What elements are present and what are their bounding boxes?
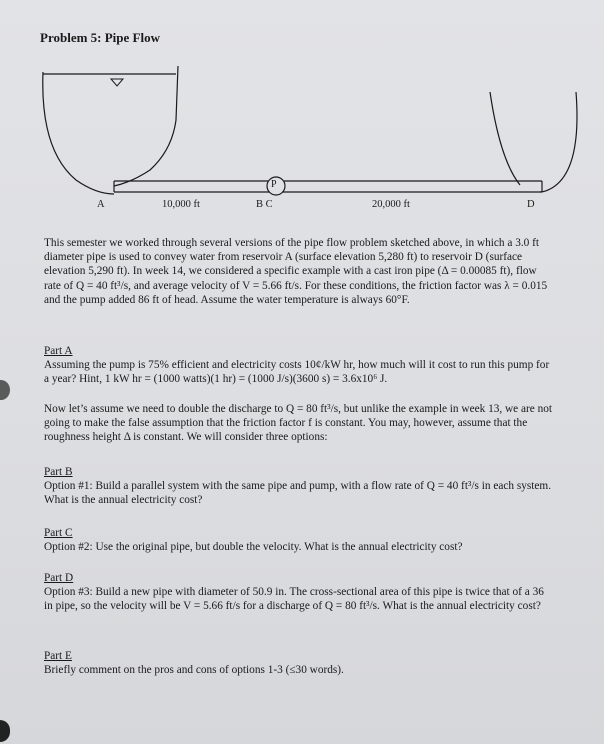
part-a-text: Assuming the pump is 75% efficient and electricity costs 10¢/kW hr, how much will it cost to run this pump for a year? Hint, 1 kW hr = (1000 watts)(1 hr) = (1000 J/s)(3600 s) = 3.6x10⁶ J. bbox=[44, 359, 550, 386]
transition-text: Now let’s assume we need to double the discharge to Q = 80 ft³/s, but unlike the example in week 13, we are not going to make the false assumption that the friction factor f is constant. You may, however, assume that the roughness height Δ is constant. We will consider three options: bbox=[44, 403, 553, 444]
part-e-text: Briefly comment on the pros and cons of options 1-3 (≤30 words). bbox=[44, 664, 344, 677]
transition-paragraph bbox=[44, 402, 554, 445]
part-d-heading: Part D bbox=[44, 572, 74, 584]
part-b-text: Option #1: Build a parallel system with the same pipe and pump, with a flow rate of Q = 40 ft³/s in each system. What is the annual electricity cost? bbox=[44, 480, 552, 507]
intro-text: This semester we worked through several versions of the pipe flow problem sketched above, in which a 3.0 ft diameter pipe is used to convey water from reservoir A (surface elevation 5,280 ft) to reservoir D (surface elevation 5,290 ft). In week 14, we considered a specific example with a cast iron pipe (Δ = 0.00085 ft), flow rate of Q = 40 ft³/s, and average velocity of V = 5.66 ft/s. For these conditions, the friction factor was λ = 0.015 and the pump added 86 ft of head. Assume the water temperature is always 60°F. bbox=[44, 237, 548, 306]
reservoir-d-right-wall bbox=[540, 92, 577, 192]
length-ab-label: 10,000 ft bbox=[162, 199, 200, 210]
point-a-label: A bbox=[97, 199, 105, 210]
binder-hole bbox=[0, 380, 10, 400]
point-bc-label: B C bbox=[256, 199, 273, 210]
point-d-label: D bbox=[527, 199, 535, 210]
page-edge-mark bbox=[0, 720, 10, 742]
part-d-section bbox=[44, 571, 554, 614]
reservoir-a-outline bbox=[43, 72, 114, 194]
intro-paragraph bbox=[44, 236, 554, 307]
part-b-section bbox=[44, 465, 554, 508]
pipe-flow-diagram bbox=[0, 0, 604, 240]
part-d-text: Option #3: Build a new pipe with diameter of 50.9 in. The cross-sectional area of this pipe is twice that of a 36 in pipe, so the velocity will be V = 5.66 ft/s for a discharge of Q = 80 ft³/s. What is the annual electricity cost? bbox=[44, 586, 544, 613]
water-level-marker-icon bbox=[111, 79, 123, 86]
page-title: Problem 5: Pipe Flow bbox=[40, 30, 160, 45]
length-cd-label: 20,000 ft bbox=[372, 199, 410, 210]
part-c-text: Option #2: Use the original pipe, but double the velocity. What is the annual electricity cost? bbox=[44, 541, 463, 554]
reservoir-a-right-wall bbox=[114, 66, 178, 186]
part-a-section bbox=[44, 344, 554, 387]
part-e-heading: Part E bbox=[44, 650, 72, 662]
part-c-heading: Part C bbox=[44, 527, 73, 539]
part-e-section bbox=[44, 649, 554, 677]
reservoir-d-left-wall bbox=[490, 92, 520, 185]
pump-label: P bbox=[271, 179, 277, 190]
part-c-section bbox=[44, 526, 554, 554]
part-b-heading: Part B bbox=[44, 466, 73, 478]
part-a-heading: Part A bbox=[44, 345, 73, 357]
